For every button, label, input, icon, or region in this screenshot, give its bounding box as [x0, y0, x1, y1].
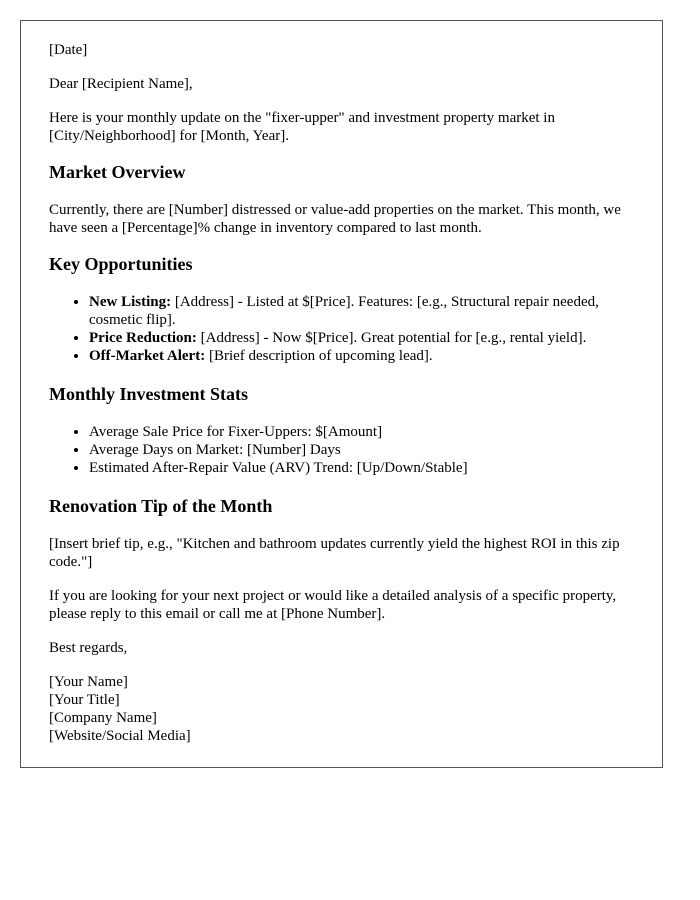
item-label: Price Reduction:	[89, 330, 197, 346]
signature-title: [Your Title]	[49, 692, 120, 708]
market-overview-text: Currently, there are [Number] distressed or value-add properties on the market. This month, we have seen a [Percentage]% change in inventory compared to last month.	[49, 202, 621, 236]
stats-list	[49, 423, 634, 477]
letter	[20, 20, 663, 768]
key-opportunities-heading: Key Opportunities	[49, 254, 193, 274]
market-overview-heading: Market Overview	[49, 162, 186, 182]
item-text: [Brief description of upcoming lead].	[205, 348, 433, 364]
sign-off: Best regards,	[49, 640, 128, 656]
item-label: New Listing:	[89, 294, 172, 310]
list-item	[89, 329, 634, 347]
greeting: Dear [Recipient Name],	[49, 76, 193, 92]
signature-website: [Website/Social Media]	[49, 728, 191, 744]
item-text: [Address] - Listed at $[Price]. Features: [e.g., Structural repair needed, cosmetic flip].	[89, 294, 599, 328]
tip-heading: Renovation Tip of the Month	[49, 496, 273, 516]
list-item	[89, 347, 634, 365]
signature-block	[49, 673, 634, 745]
closing-text: If you are looking for your next project or would like a detailed analysis of a specific property, please reply to this email or call me at [Phone Number].	[49, 588, 617, 622]
list-item	[89, 293, 634, 329]
list-item: • Estimated After-Repair Value (ARV) Trend: [Up/Down/Stable]	[89, 459, 634, 477]
signature-company: [Company Name]	[49, 710, 157, 726]
tip-text: [Insert brief tip, e.g., "Kitchen and bathroom updates currently yield the highest ROI in this zip code."]	[49, 536, 620, 570]
opportunities-list	[49, 293, 634, 365]
stats-heading: Monthly Investment Stats	[49, 384, 249, 404]
intro: Here is your monthly update on the "fixer-upper" and investment property market in [City/Neighborhood] for [Month, Year].	[49, 110, 555, 144]
date: [Date]	[49, 42, 88, 58]
list-item: • Average Sale Price for Fixer-Uppers: $[Amount]	[89, 423, 634, 441]
list-item: • Average Days on Market: [Number] Days	[89, 441, 634, 459]
item-label: Off-Market Alert:	[89, 348, 206, 364]
item-text: [Address] - Now $[Price]. Great potential for [e.g., rental yield].	[196, 330, 587, 346]
signature-name: [Your Name]	[49, 674, 128, 690]
